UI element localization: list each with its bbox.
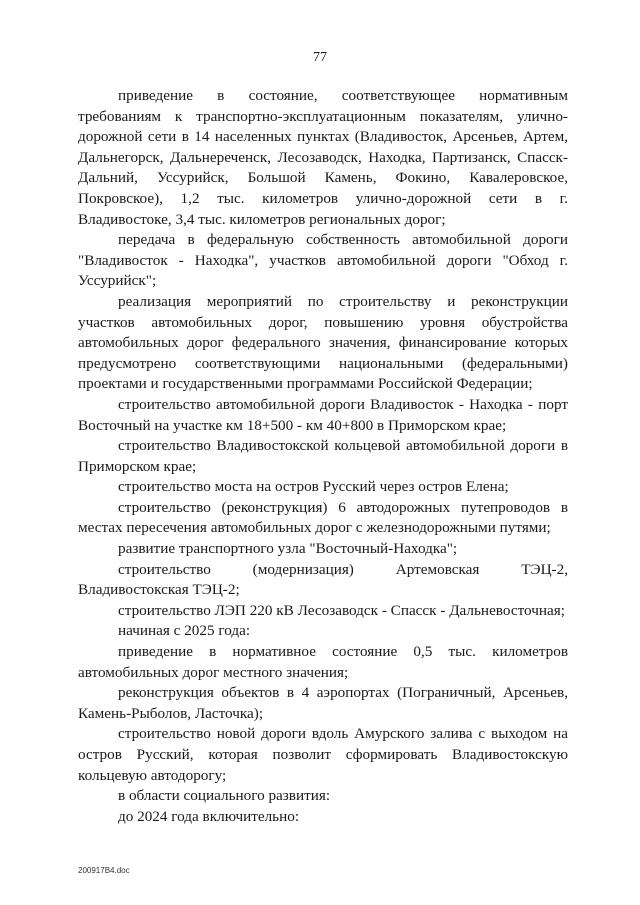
page-number: 77	[313, 50, 327, 65]
paragraph: приведение в нормативное состояние 0,5 тыс. километров автомобильных дорог местного значения;	[78, 643, 568, 681]
paragraph: строительство новой дороги вдоль Амурского залива с выходом на остров Русский, которая позволит сформировать Владивостокскую кольцевую автодорогу;	[78, 725, 568, 784]
paragraph: реконструкция объектов в 4 аэропортах (Пограничный, Арсеньев, Камень-Рыболов, Ласточка);	[78, 684, 568, 722]
paragraph: строительство автомобильной дороги Владивосток - Находка - порт Восточный на участке км 18+500 - км 40+800 в Приморском крае;	[78, 395, 568, 434]
paragraph: приведение в состояние, соответствующее нормативным требованиям к транспортно-эксплуатационным показателям, улично-дорожной сети в 14 населенных пунктах (Владивосток, Арсеньев, Артем, Дальнегорск, Дальнереченск, Лесозаводск, Находка, Партизанск, Спасск-Дальний, Уссурийск, Большой Камень, Фокино, Кавалеровское, Покровское), 1,2 тыс. километров улично-дорожной сети в г. Владивостоке, 3,4 тыс. километров региональных дорог;	[78, 87, 568, 228]
paragraph: до 2024 года включительно:	[118, 807, 300, 825]
paragraph: строительство (реконструкция) 6 автодорожных путепроводов в местах пересечения автомобильных дорог с железнодорожными путями;	[78, 498, 568, 537]
paragraph: в области социального развития:	[118, 787, 331, 805]
paragraph: строительство Владивостокской кольцевой автомобильной дороги в Приморском крае;	[78, 437, 568, 475]
paragraph: строительство (модернизация) Артемовская ТЭЦ-2, Владивостокская ТЭЦ-2;	[78, 560, 568, 599]
paragraph: строительство моста на остров Русский через остров Елена;	[118, 478, 509, 496]
paragraph: передача в федеральную собственность автомобильной дороги "Владивосток - Находка", участков автомобильной дороги "Обход г. Уссурийск";	[78, 231, 568, 290]
paragraph: строительство ЛЭП 220 кВ Лесозаводск - Спасск - Дальневосточная;	[118, 601, 565, 619]
paragraph: развитие транспортного узла "Восточный-Находка";	[118, 540, 458, 558]
paragraph: реализация мероприятий по строительству и реконструкции участков автомобильных дорог, повышению уровня обустройства автомобильных дорог федерального значения, финансирование которых предусмотрено соответствующими национальными (федеральными) проектами и государственными программами Российской Федерации;	[78, 292, 568, 393]
paragraph: начиная с 2025 года:	[118, 622, 251, 640]
document-body	[78, 86, 568, 827]
document-footer-filename: 200917В4.doc	[78, 866, 130, 875]
